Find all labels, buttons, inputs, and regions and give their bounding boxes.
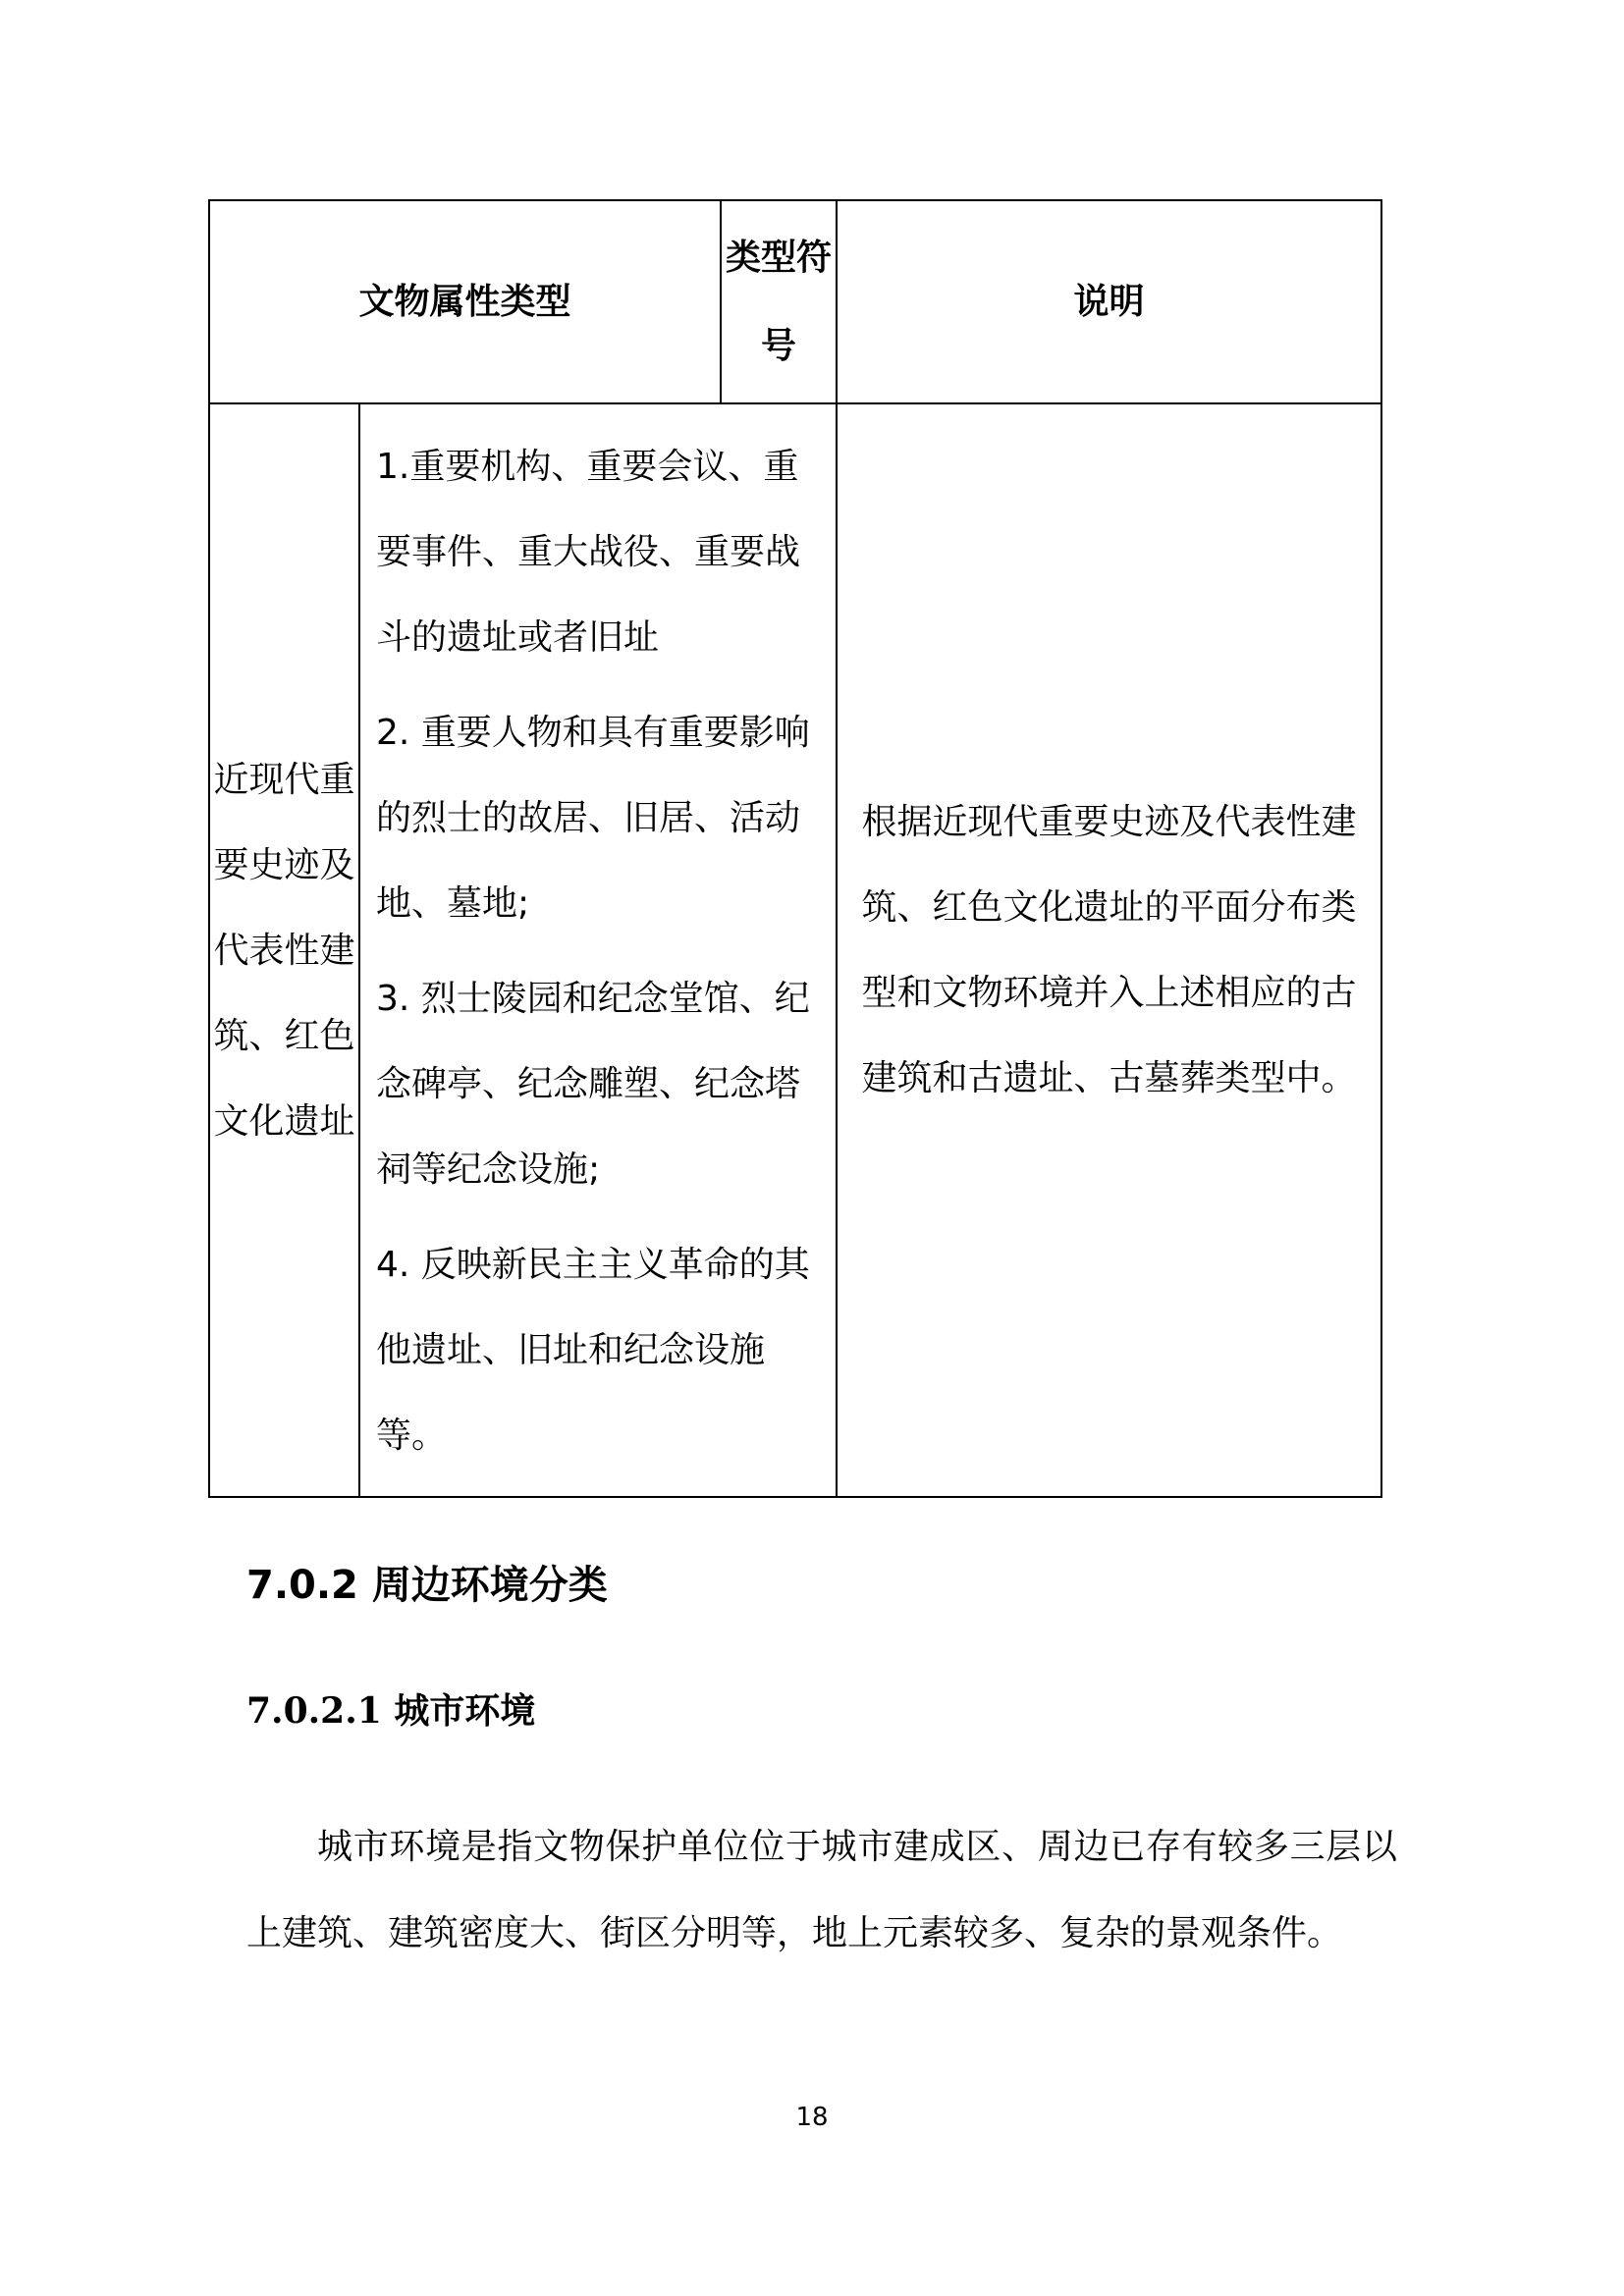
description-cell: 根据近现代重要史迹及代表性建筑、红色文化遗址的平面分布类型和文物环境并入上述相应的古建筑和古遗址、古墓葬类型中。 <box>837 403 1381 1497</box>
list-item: 4. 反映新民主主义革命的其他遗址、旧址和纪念设施等。 <box>376 1245 810 1456</box>
table-header-row <box>209 200 1381 403</box>
header-attribute-type: 文物属性类型 <box>209 200 721 403</box>
items-cell <box>359 403 837 1497</box>
section-heading: 7.0.2 周边环境分类 <box>246 1563 608 1608</box>
header-type-symbol: 类型符号 <box>721 200 837 403</box>
subsection-heading: 7.0.2.1 城市环境 <box>246 1690 536 1732</box>
table-row <box>209 403 1381 1497</box>
category-cell: 近现代重要史迹及代表性建筑、红色文化遗址 <box>209 403 359 1497</box>
header-description: 说明 <box>837 200 1381 403</box>
body-paragraph: 城市环境是指文物保护单位位于城市建成区、周边已存有较多三层以上建筑、建筑密度大、街区分明等，地上元素较多、复杂的景观条件。 <box>246 1827 1397 1953</box>
cultural-relic-attribute-table <box>208 199 1382 1498</box>
list-item: 2. 重要人物和具有重要影响的烈士的故居、旧居、活动地、墓地; <box>376 713 810 924</box>
list-item: 3. 烈士陵园和纪念堂馆、纪念碑亭、纪念雕塑、纪念塔祠等纪念设施; <box>376 979 810 1190</box>
list-item: 1.重要机构、重要会议、重要事件、重大战役、重要战斗的遗址或者旧址 <box>376 447 801 658</box>
page-number: 18 <box>795 2103 829 2132</box>
